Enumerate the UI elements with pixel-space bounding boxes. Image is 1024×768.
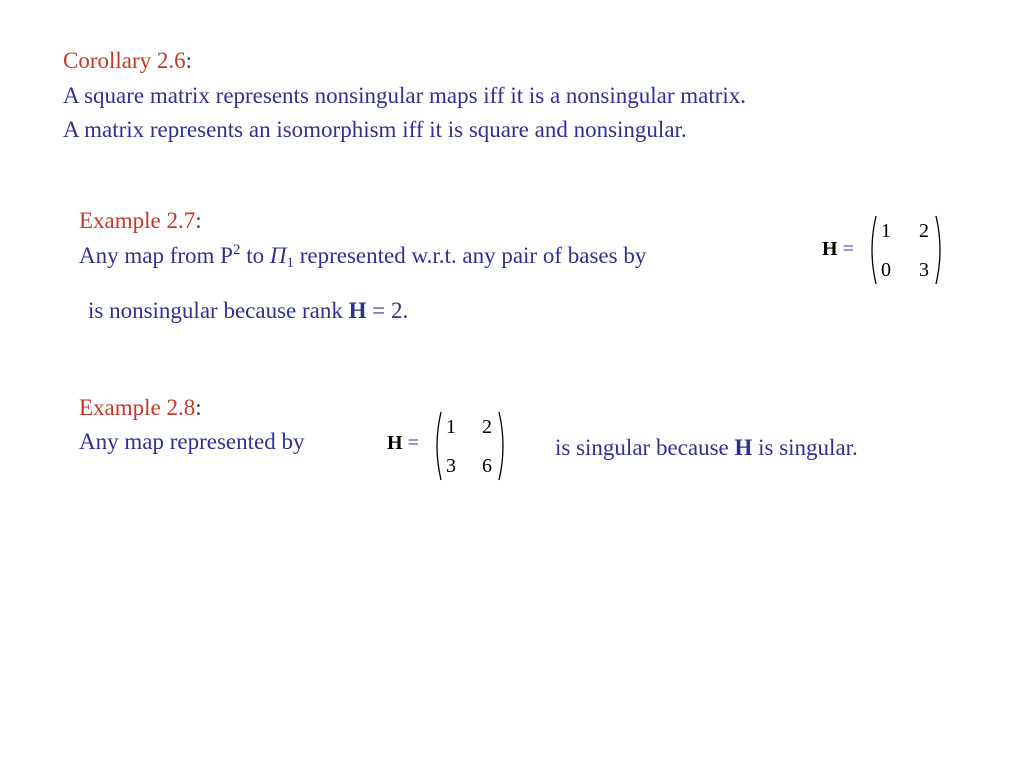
example-2-8-statement: Any map represented by [79, 429, 305, 454]
corollary-heading [63, 45, 192, 77]
example-2-7-matrix-H: H [822, 238, 838, 260]
example-2-7-result [88, 295, 408, 327]
matrix-cell: 2 [919, 220, 929, 242]
right-paren-icon [934, 214, 946, 286]
corollary-line-1: A square matrix represents nonsingular maps iff it is a nonsingular matrix. [63, 83, 747, 108]
example-2-7-result-b: = 2. [366, 298, 409, 323]
example-2-7-matrix-label [822, 238, 854, 261]
example-2-8-matrix-label [387, 432, 419, 455]
matrix-cell: 2 [482, 416, 492, 438]
example-2-8-result-b: is singular. [752, 435, 858, 460]
example-2-8-matrix [431, 410, 511, 482]
example-2-7-statement [79, 240, 646, 272]
example-2-7-result-a: is nonsingular because rank [88, 298, 349, 323]
corollary-line-2: A matrix represents an isomorphism iff it is square and nonsingular. [63, 117, 687, 142]
example-2-8-result-a: is singular because [555, 435, 735, 460]
example-2-8-result-H: H [734, 435, 753, 460]
example-2-8-matrix-H: H [387, 432, 403, 454]
matrix-cell: 3 [919, 259, 929, 281]
matrix-cell: 1 [881, 220, 891, 242]
example-2-7-pi: Π [269, 243, 287, 268]
example-2-8-heading [79, 392, 202, 424]
example-2-8-result [555, 432, 858, 464]
example-2-8-title: Example 2.8 [79, 395, 196, 420]
matrix-cell: 6 [482, 455, 492, 477]
corollary-colon: : [185, 48, 193, 73]
example-2-7-superscript: 2 [232, 242, 241, 258]
corollary-title: Corollary 2.6 [63, 48, 186, 73]
example-2-7-heading [79, 205, 202, 237]
example-2-7-title: Example 2.7 [79, 208, 196, 233]
example-2-7-matrix [866, 214, 946, 286]
example-2-7-colon: : [195, 208, 202, 233]
matrix-cell: 0 [881, 259, 891, 281]
example-2-7-result-H: H [348, 298, 367, 323]
example-2-7-text-c: represented w.r.t. any pair of bases by [293, 243, 647, 268]
matrix-cell: 1 [446, 416, 456, 438]
example-2-8-matrix-eq: = [407, 432, 419, 454]
matrix-cell: 3 [446, 455, 456, 477]
example-2-8-colon: : [195, 395, 202, 420]
example-2-7-matrix-eq: = [842, 238, 854, 260]
example-2-7-text-b: to [240, 243, 270, 268]
right-paren-icon [497, 410, 509, 482]
example-2-7-subscript: 1 [286, 255, 294, 271]
example-2-7-text-a: Any map from P [79, 243, 233, 268]
